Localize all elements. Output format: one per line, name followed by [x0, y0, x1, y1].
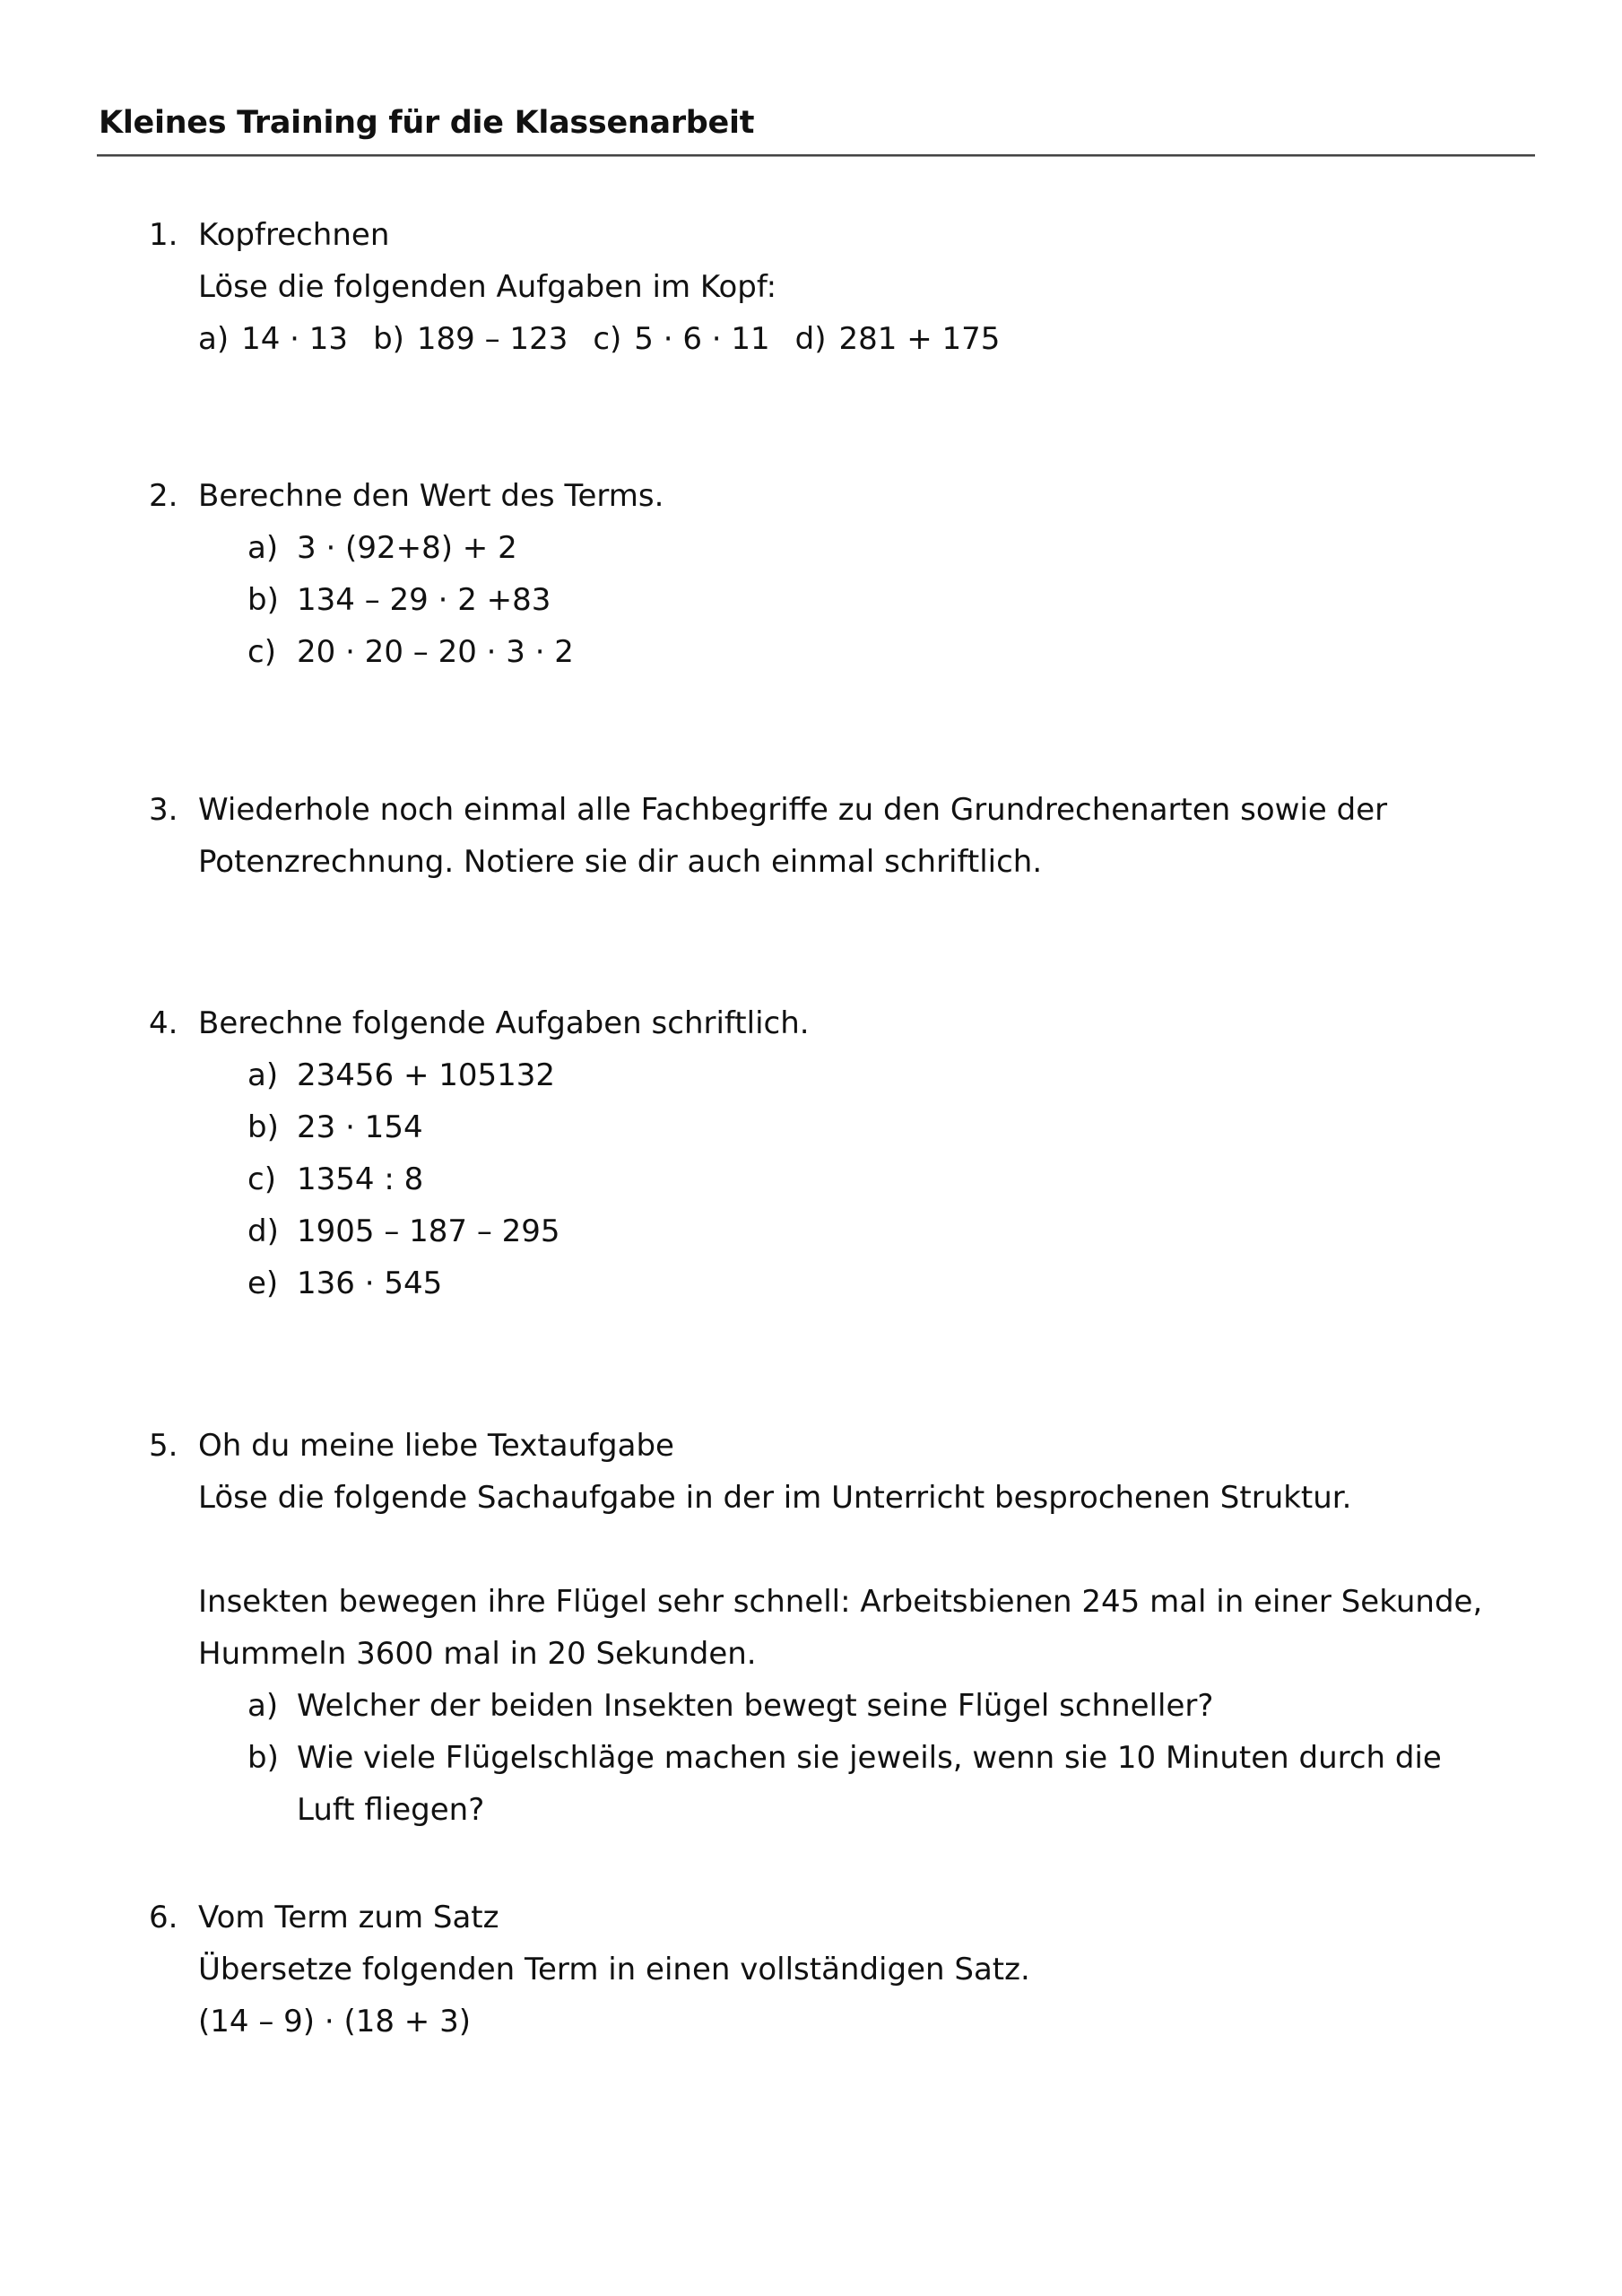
task-instruction: Löse die folgenden Aufgaben im Kopf:: [198, 269, 777, 305]
exercise-item: b) 134 – 29 · 2 +83: [247, 582, 551, 618]
task-title: Kopfrechnen: [198, 217, 390, 253]
page-title: Kleines Training für die Klassenarbeit: [99, 105, 755, 141]
exercise-item: a) Welcher der beiden Insekten bewegt seine Flügel schneller?: [247, 1688, 1214, 1724]
mental-math-items: [149, 313, 1025, 365]
exercise-item: a) 14 · 13: [198, 321, 349, 357]
exercise-item: a) 23456 + 105132: [247, 1057, 556, 1093]
exercise-item: d) 281 + 175: [794, 321, 1001, 357]
task-2: [149, 470, 664, 678]
task-title: Oh du meine liebe Textaufgabe: [198, 1428, 674, 1464]
exercise-item: c) 1354 : 8: [247, 1161, 424, 1197]
word-problem-text: Insekten bewegen ihre Flügel sehr schnell: Arbeitsbienen 245 mal in einer Sekunde,: [198, 1584, 1483, 1620]
word-problem-text: Hummeln 3600 mal in 20 Sekunden.: [198, 1636, 757, 1672]
exercise-item: c) 5 · 6 · 11: [593, 321, 770, 357]
task-title: Berechne folgende Aufgaben schriftlich.: [198, 1005, 810, 1041]
task-title: Wiederhole noch einmal alle Fachbegriffe zu den Grundrechenarten sowie der: [198, 792, 1388, 828]
task-5: [149, 1420, 1489, 1836]
exercise-item: b) 23 · 154: [247, 1109, 423, 1145]
exercise-item: b) 189 – 123: [373, 321, 568, 357]
task-6: [149, 1892, 1030, 2048]
task-number: 3.: [149, 792, 178, 828]
task-title: Berechne den Wert des Terms.: [198, 478, 664, 514]
task-continuation: Potenzrechnung. Notiere sie dir auch einmal schriftlich.: [198, 844, 1043, 880]
exercise-item: e) 136 · 545: [247, 1265, 443, 1301]
exercise-item: b) Wie viele Flügelschläge machen sie jeweils, wenn sie 10 Minuten durch die Luft fliegen?: [247, 1740, 1442, 1828]
task-number: 5.: [149, 1428, 178, 1464]
task-instruction: Löse die folgende Sachaufgabe in der im Unterricht besprochenen Struktur.: [198, 1480, 1352, 1516]
task-number: 2.: [149, 478, 178, 514]
task-3: [149, 784, 1387, 888]
task-number: 4.: [149, 1005, 178, 1041]
task-4: [149, 997, 810, 1309]
term-expression: (14 – 9) · (18 + 3): [198, 2004, 471, 2039]
page-header: [97, 100, 1535, 157]
exercise-item: d) 1905 – 187 – 295: [247, 1213, 560, 1249]
header-divider: [97, 154, 1535, 157]
exercise-item: c) 20 · 20 – 20 · 3 · 2: [247, 634, 574, 670]
task-1: [149, 209, 1025, 365]
task-number: 1.: [149, 217, 178, 253]
task-instruction: Übersetze folgenden Term in einen vollständigen Satz.: [198, 1952, 1030, 1987]
task-title: Vom Term zum Satz: [198, 1900, 499, 1935]
exercise-item: a) 3 · (92+8) + 2: [247, 530, 517, 566]
task-number: 6.: [149, 1900, 178, 1935]
